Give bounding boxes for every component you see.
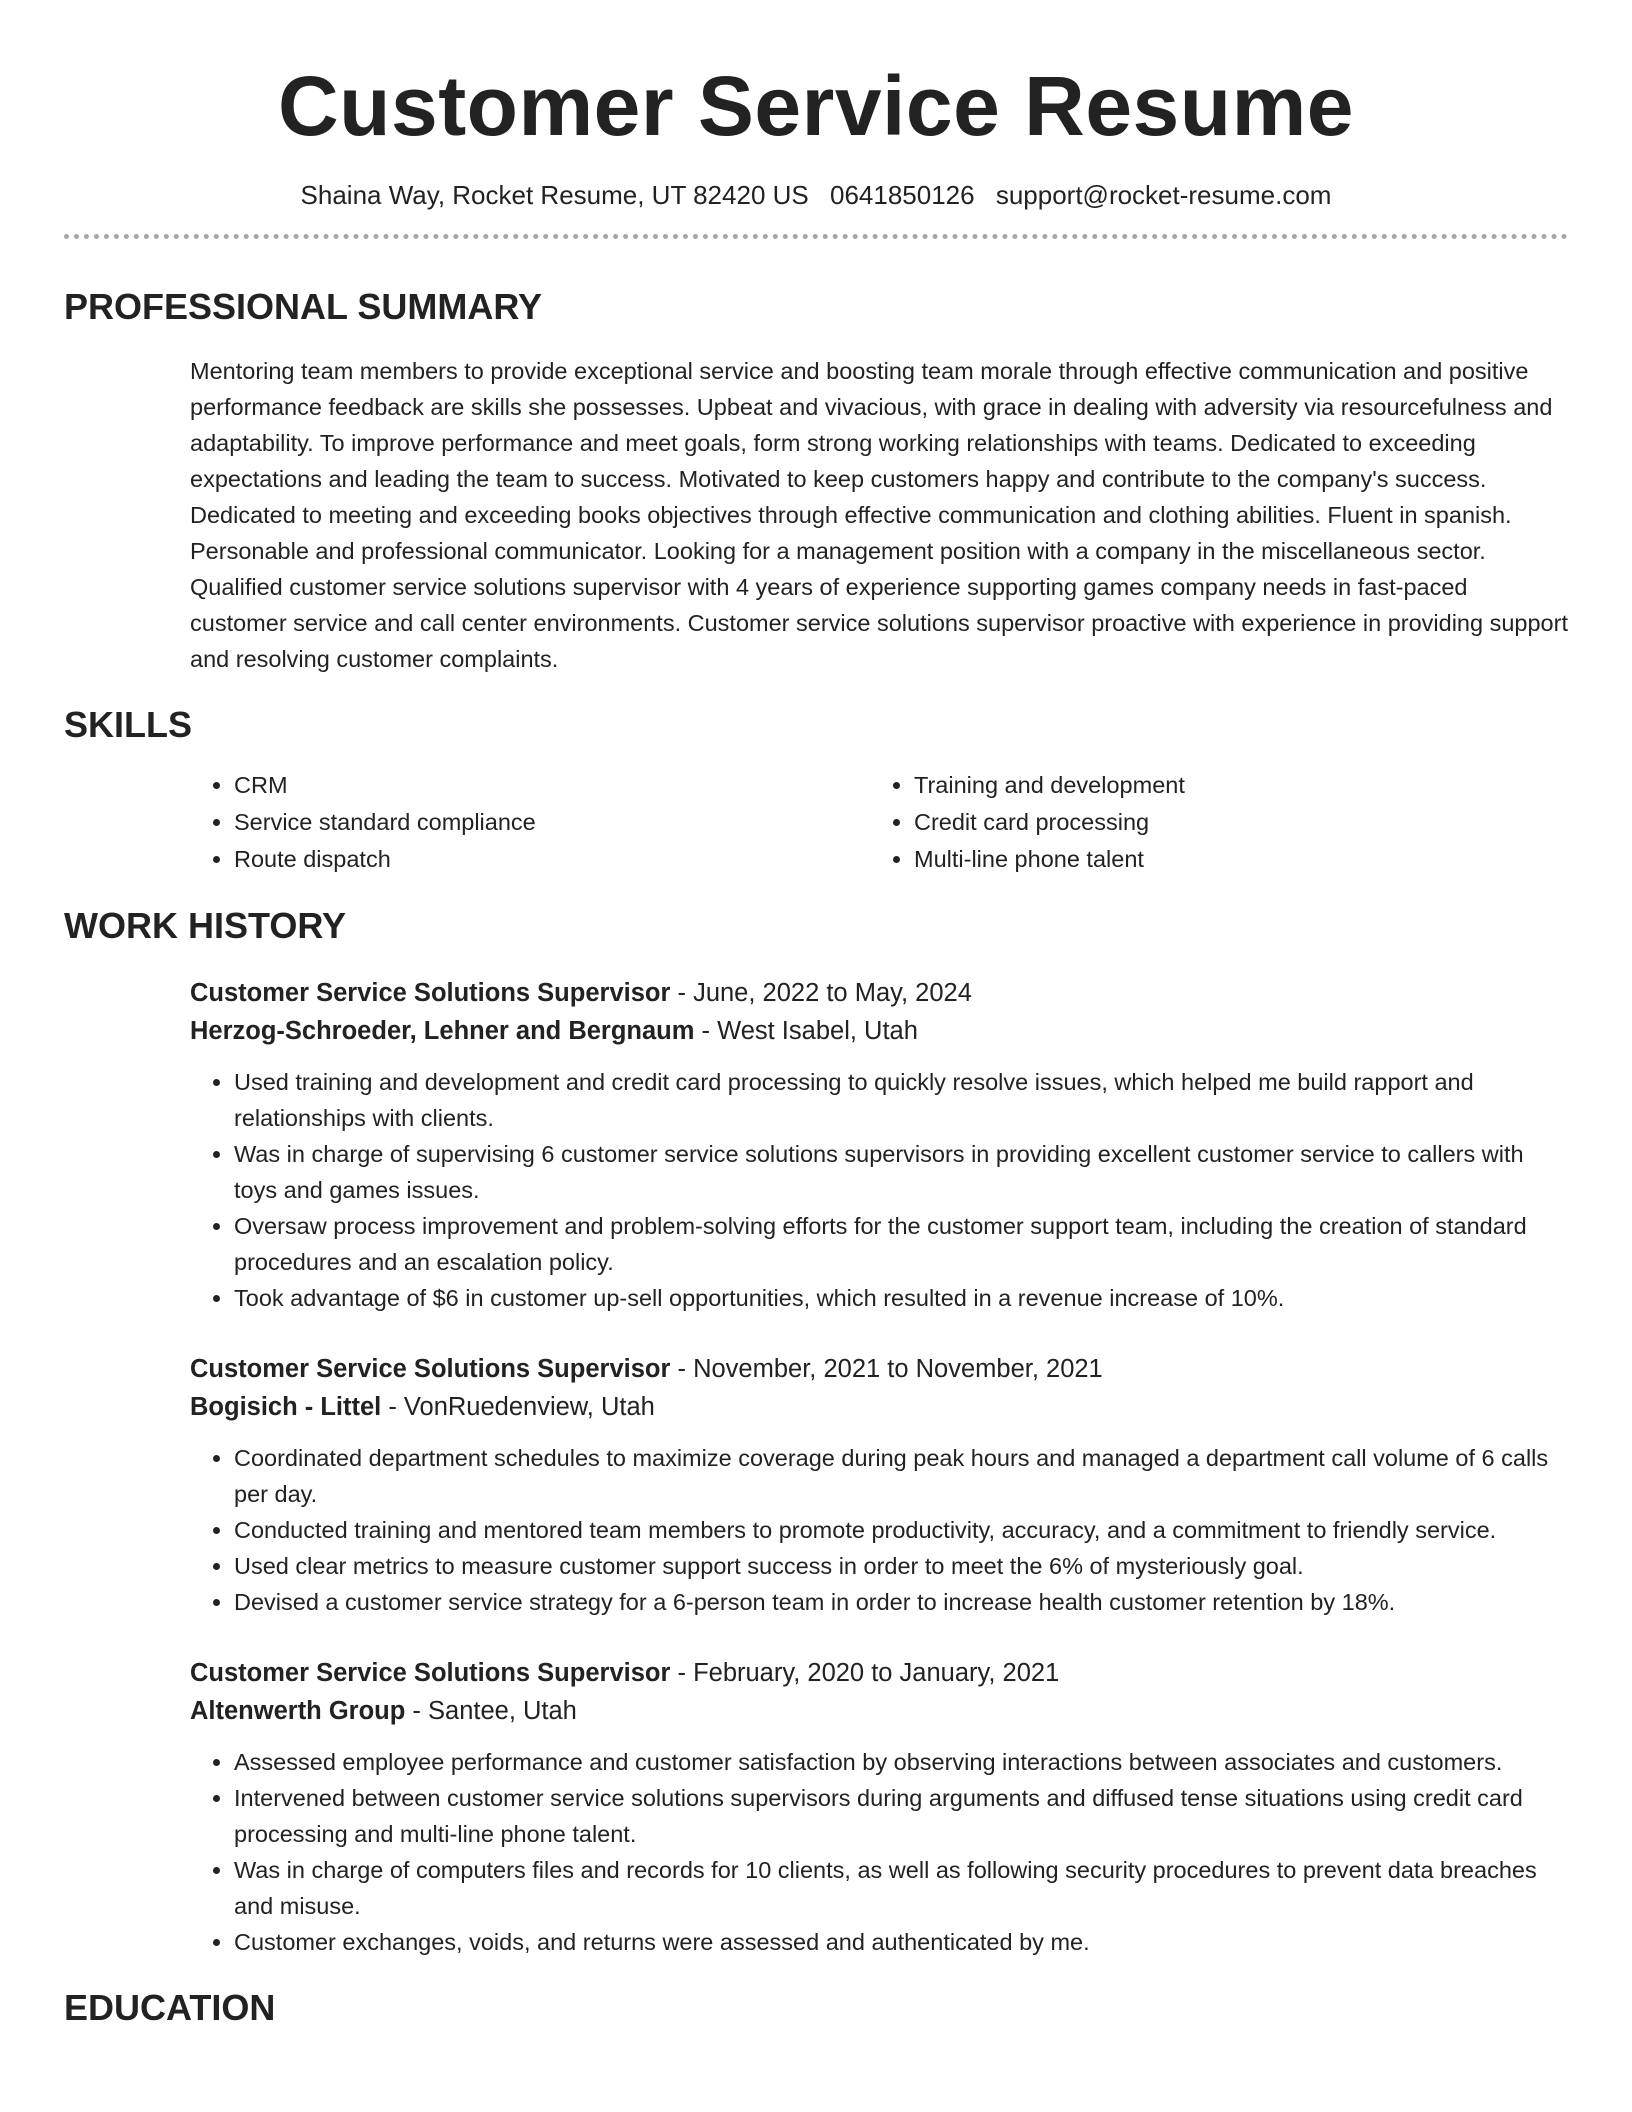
job-bullet: • Conducted training and mentored team members to promote productivity, accuracy, and a commitment to friendly service.	[234, 1512, 1568, 1548]
job-bullet: • Used training and development and credit card processing to quickly resolve issues, which helped me build rapport and relationships with clients.	[234, 1064, 1568, 1136]
job-company: Herzog-Schroeder, Lehner and Bergnaum	[190, 1017, 695, 1045]
job-bullet: • Was in charge of supervising 6 customer service solutions supervisors in providing excellent customer service to callers with toys and games issues.	[234, 1136, 1568, 1208]
job-bullet: • Assessed employee performance and customer satisfaction by observing interactions between associates and customers.	[234, 1744, 1568, 1780]
job-bullets	[190, 1440, 1568, 1620]
job-bullet: • Customer exchanges, voids, and returns were assessed and authenticated by me.	[234, 1924, 1568, 1960]
resume-title: Customer Service Resume	[278, 59, 1354, 153]
job-entry	[190, 1654, 1568, 1960]
skills-list	[190, 767, 1568, 878]
job-location: - West Isabel, Utah	[694, 1017, 918, 1045]
job-company-line	[190, 1012, 1568, 1050]
contact-line	[64, 178, 1568, 212]
job-bullet: • Coordinated department schedules to maximize coverage during peak hours and managed a department call volume of 6 calls per day.	[234, 1440, 1568, 1512]
job-bullet: • Intervened between customer service solutions supervisors during arguments and diffused tense situations using credit card processing and multi-line phone talent.	[234, 1780, 1568, 1852]
job-bullet: • Took advantage of $6 in customer up-sell opportunities, which resulted in a revenue increase of 10%.	[234, 1280, 1568, 1316]
skill-item: • Credit card processing	[914, 804, 1550, 841]
job-company: Altenwerth Group	[190, 1697, 406, 1725]
job-entry	[190, 974, 1568, 1316]
job-bullet: • Used clear metrics to measure customer support success in order to meet the 6% of mysteriously goal.	[234, 1548, 1568, 1584]
skill-item: • Training and development	[914, 767, 1550, 804]
work-history-heading: WORK HISTORY	[64, 905, 347, 946]
header-divider	[64, 234, 1568, 239]
job-location: - Santee, Utah	[405, 1697, 577, 1725]
skill-item: • Route dispatch	[234, 841, 870, 878]
summary-text: Mentoring team members to provide exceptional service and boosting team morale through effective communication and positive performance feedback are skills she possesses. Upbeat and vivacious, with grace in dealing with adversity via resourcefulness and adaptability. To improve performance and meet goals, form strong working relationships with teams. Dedicated to exceeding expectations and leading the team to success. Motivated to keep customers happy and contribute to the company's success. Dedicated to meeting and exceeding books objectives through effective communication and clothing abilities. Fluent in spanish. Personable and professional communicator. Looking for a management position with a company in the miscellaneous sector. Qualified customer service solutions supervisor with 4 years of experience supporting games company needs in fast-paced customer service and call center environments. Customer service solutions supervisor proactive with experience in providing support and resolving customer complaints.	[190, 358, 1568, 672]
job-company: Bogisich - Littel	[190, 1393, 382, 1421]
skill-item: • CRM	[234, 767, 870, 804]
job-title: Customer Service Solutions Supervisor	[190, 979, 671, 1007]
job-company-line	[190, 1388, 1568, 1426]
job-location: - VonRuedenview, Utah	[381, 1393, 655, 1421]
contact-phone: 0641850126	[829, 180, 975, 210]
job-dates: - June, 2022 to May, 2024	[670, 979, 972, 1007]
job-dates: - November, 2021 to November, 2021	[670, 1355, 1103, 1383]
skill-item: • Service standard compliance	[234, 804, 870, 841]
skills-column-left	[190, 767, 870, 878]
job-title-line	[190, 974, 1568, 1012]
skills-column-right	[870, 767, 1550, 878]
job-title: Customer Service Solutions Supervisor	[190, 1355, 671, 1383]
job-bullet: • Devised a customer service strategy for a 6-person team in order to increase health customer retention by 18%.	[234, 1584, 1568, 1620]
job-title: Customer Service Solutions Supervisor	[190, 1659, 671, 1687]
job-title-line	[190, 1654, 1568, 1692]
skills-heading: SKILLS	[64, 704, 193, 745]
contact-address: Shaina Way, Rocket Resume, UT 82420 US	[300, 180, 809, 210]
summary-heading: PROFESSIONAL SUMMARY	[64, 286, 543, 327]
job-entry	[190, 1350, 1568, 1620]
job-title-line	[190, 1350, 1568, 1388]
job-company-line	[190, 1692, 1568, 1730]
job-dates: - February, 2020 to January, 2021	[670, 1659, 1060, 1687]
job-bullet: • Oversaw process improvement and problem-solving efforts for the customer support team, including the creation of standard procedures and an escalation policy.	[234, 1208, 1568, 1280]
contact-email: support@rocket-resume.com	[995, 180, 1332, 210]
education-heading: EDUCATION	[64, 1987, 276, 2028]
job-bullets	[190, 1064, 1568, 1316]
job-bullet: • Was in charge of computers files and records for 10 clients, as well as following security procedures to prevent data breaches and misuse.	[234, 1852, 1568, 1924]
skill-item: • Multi-line phone talent	[914, 841, 1550, 878]
job-bullets	[190, 1744, 1568, 1960]
resume-page	[64, 0, 1568, 2030]
